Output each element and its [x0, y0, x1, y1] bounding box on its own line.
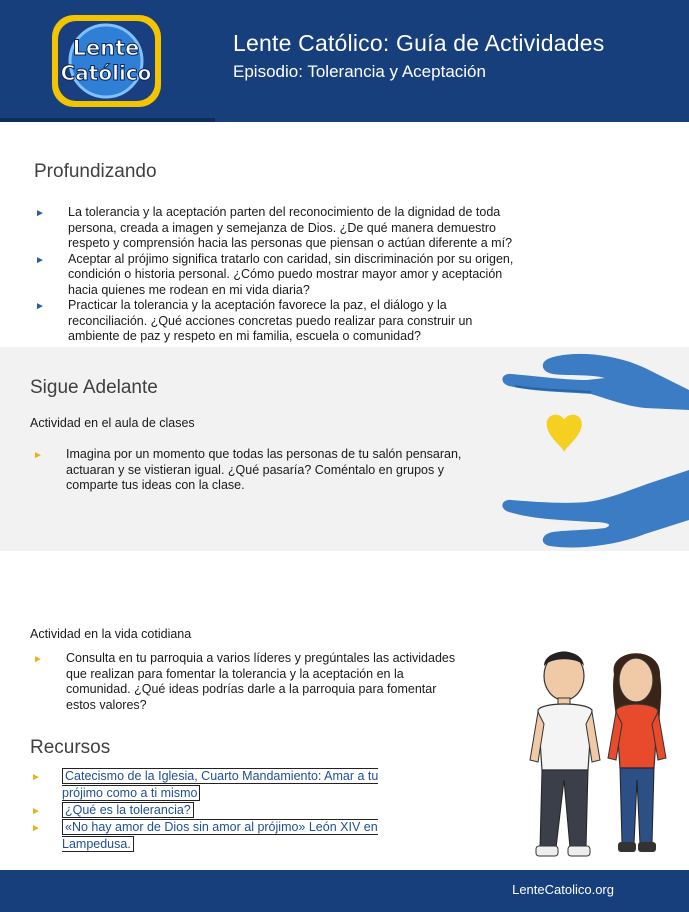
footer-site-link[interactable]: LenteCatolico.org: [512, 882, 614, 897]
resources-list: [31, 768, 402, 853]
section-title-recursos: Recursos: [30, 737, 111, 758]
arrow-bullet-icon: ►: [35, 301, 45, 312]
resource-link-leon-xiv[interactable]: «No hay amor de Dios sin amor al prójimo» León XIV en Lampedusa.: [62, 820, 378, 851]
resource-item: [31, 802, 402, 819]
list-item: [35, 298, 518, 345]
resource-link-catecismo[interactable]: Catecismo de la Iglesia, Cuarto Mandamiento: Amar a tu prójimo como a ti mismo: [62, 769, 379, 800]
list-item-text: Aceptar al prójimo significa tratarlo con caridad, sin discriminación por su origen, condición o historia personal. ¿Cómo puedo mostrar mayor amor y aceptación hacia quienes me rodean en mi vida diaria?: [68, 251, 514, 297]
hands-heart-illustration: [495, 350, 689, 550]
logo-text-line2: Católico: [60, 61, 152, 85]
list-item: [33, 651, 466, 713]
arrow-bullet-icon: ►: [35, 254, 45, 266]
arrow-bullet-icon: ►: [31, 806, 41, 817]
list-item: [33, 447, 466, 494]
list-item-text: Consulta en tu parroquia a varios líderes y pregúntales las actividades que realizan para fomentar la tolerancia y la aceptación en la comunidad. ¿Qué ideas podrías darle a la parroquia para fomentar estos valores?: [66, 651, 456, 712]
list-item-text: Practicar la tolerancia y la aceptación favorece la paz, el diálogo y la reconciliación. ¿Qué acciones concretas puedo realizar para construir un ambiente de paz y respeto en mi familia, escuela o comunidad?: [68, 298, 473, 343]
section-title-sigue-adelante: Sigue Adelante: [30, 377, 158, 398]
list-item: [35, 251, 518, 299]
episode-subtitle: Episodio: Tolerancia y Aceptación: [233, 62, 486, 81]
logo-text-line1: Lente: [72, 36, 140, 60]
arrow-bullet-icon: ►: [31, 772, 41, 783]
activity-label-aula: Actividad en el aula de clases: [30, 416, 195, 430]
people-illustration: [522, 640, 682, 862]
lente-catolico-logo: [44, 12, 169, 110]
resource-item: [31, 768, 402, 802]
arrow-bullet-icon: ►: [33, 450, 43, 461]
arrow-bullet-icon: ►: [33, 654, 43, 665]
footer-banner: [0, 870, 689, 912]
resource-item: [31, 819, 402, 853]
vida-list: [33, 651, 466, 713]
aula-list: [33, 447, 466, 494]
resource-link-tolerancia[interactable]: ¿Qué es la tolerancia?: [62, 802, 194, 818]
profundizando-list: [35, 205, 518, 345]
list-item-text: La tolerancia y la aceptación parten del reconocimiento de la dignidad de toda persona, creada a imagen y semejanza de Dios. ¿De qué manera demuestro respeto y comprensión hacia las personas que piensan o actúan diferente a mí?: [68, 205, 513, 250]
list-item-text: Imagina por un momento que todas las personas de tu salón pensaran, actuaran y se vistieran igual. ¿Qué pasaría? Coméntalo en grupos y comparte tus ideas con la clase.: [66, 447, 462, 492]
list-item: [35, 205, 518, 252]
activity-label-vida-cotidiana: Actividad en la vida cotidiana: [30, 627, 192, 641]
arrow-bullet-icon: ►: [35, 208, 45, 219]
header-underline: [0, 118, 215, 122]
arrow-bullet-icon: ►: [31, 823, 41, 834]
section-title-profundizando: Profundizando: [34, 161, 157, 182]
page-title: Lente Católico: Guía de Actividades: [233, 30, 605, 56]
